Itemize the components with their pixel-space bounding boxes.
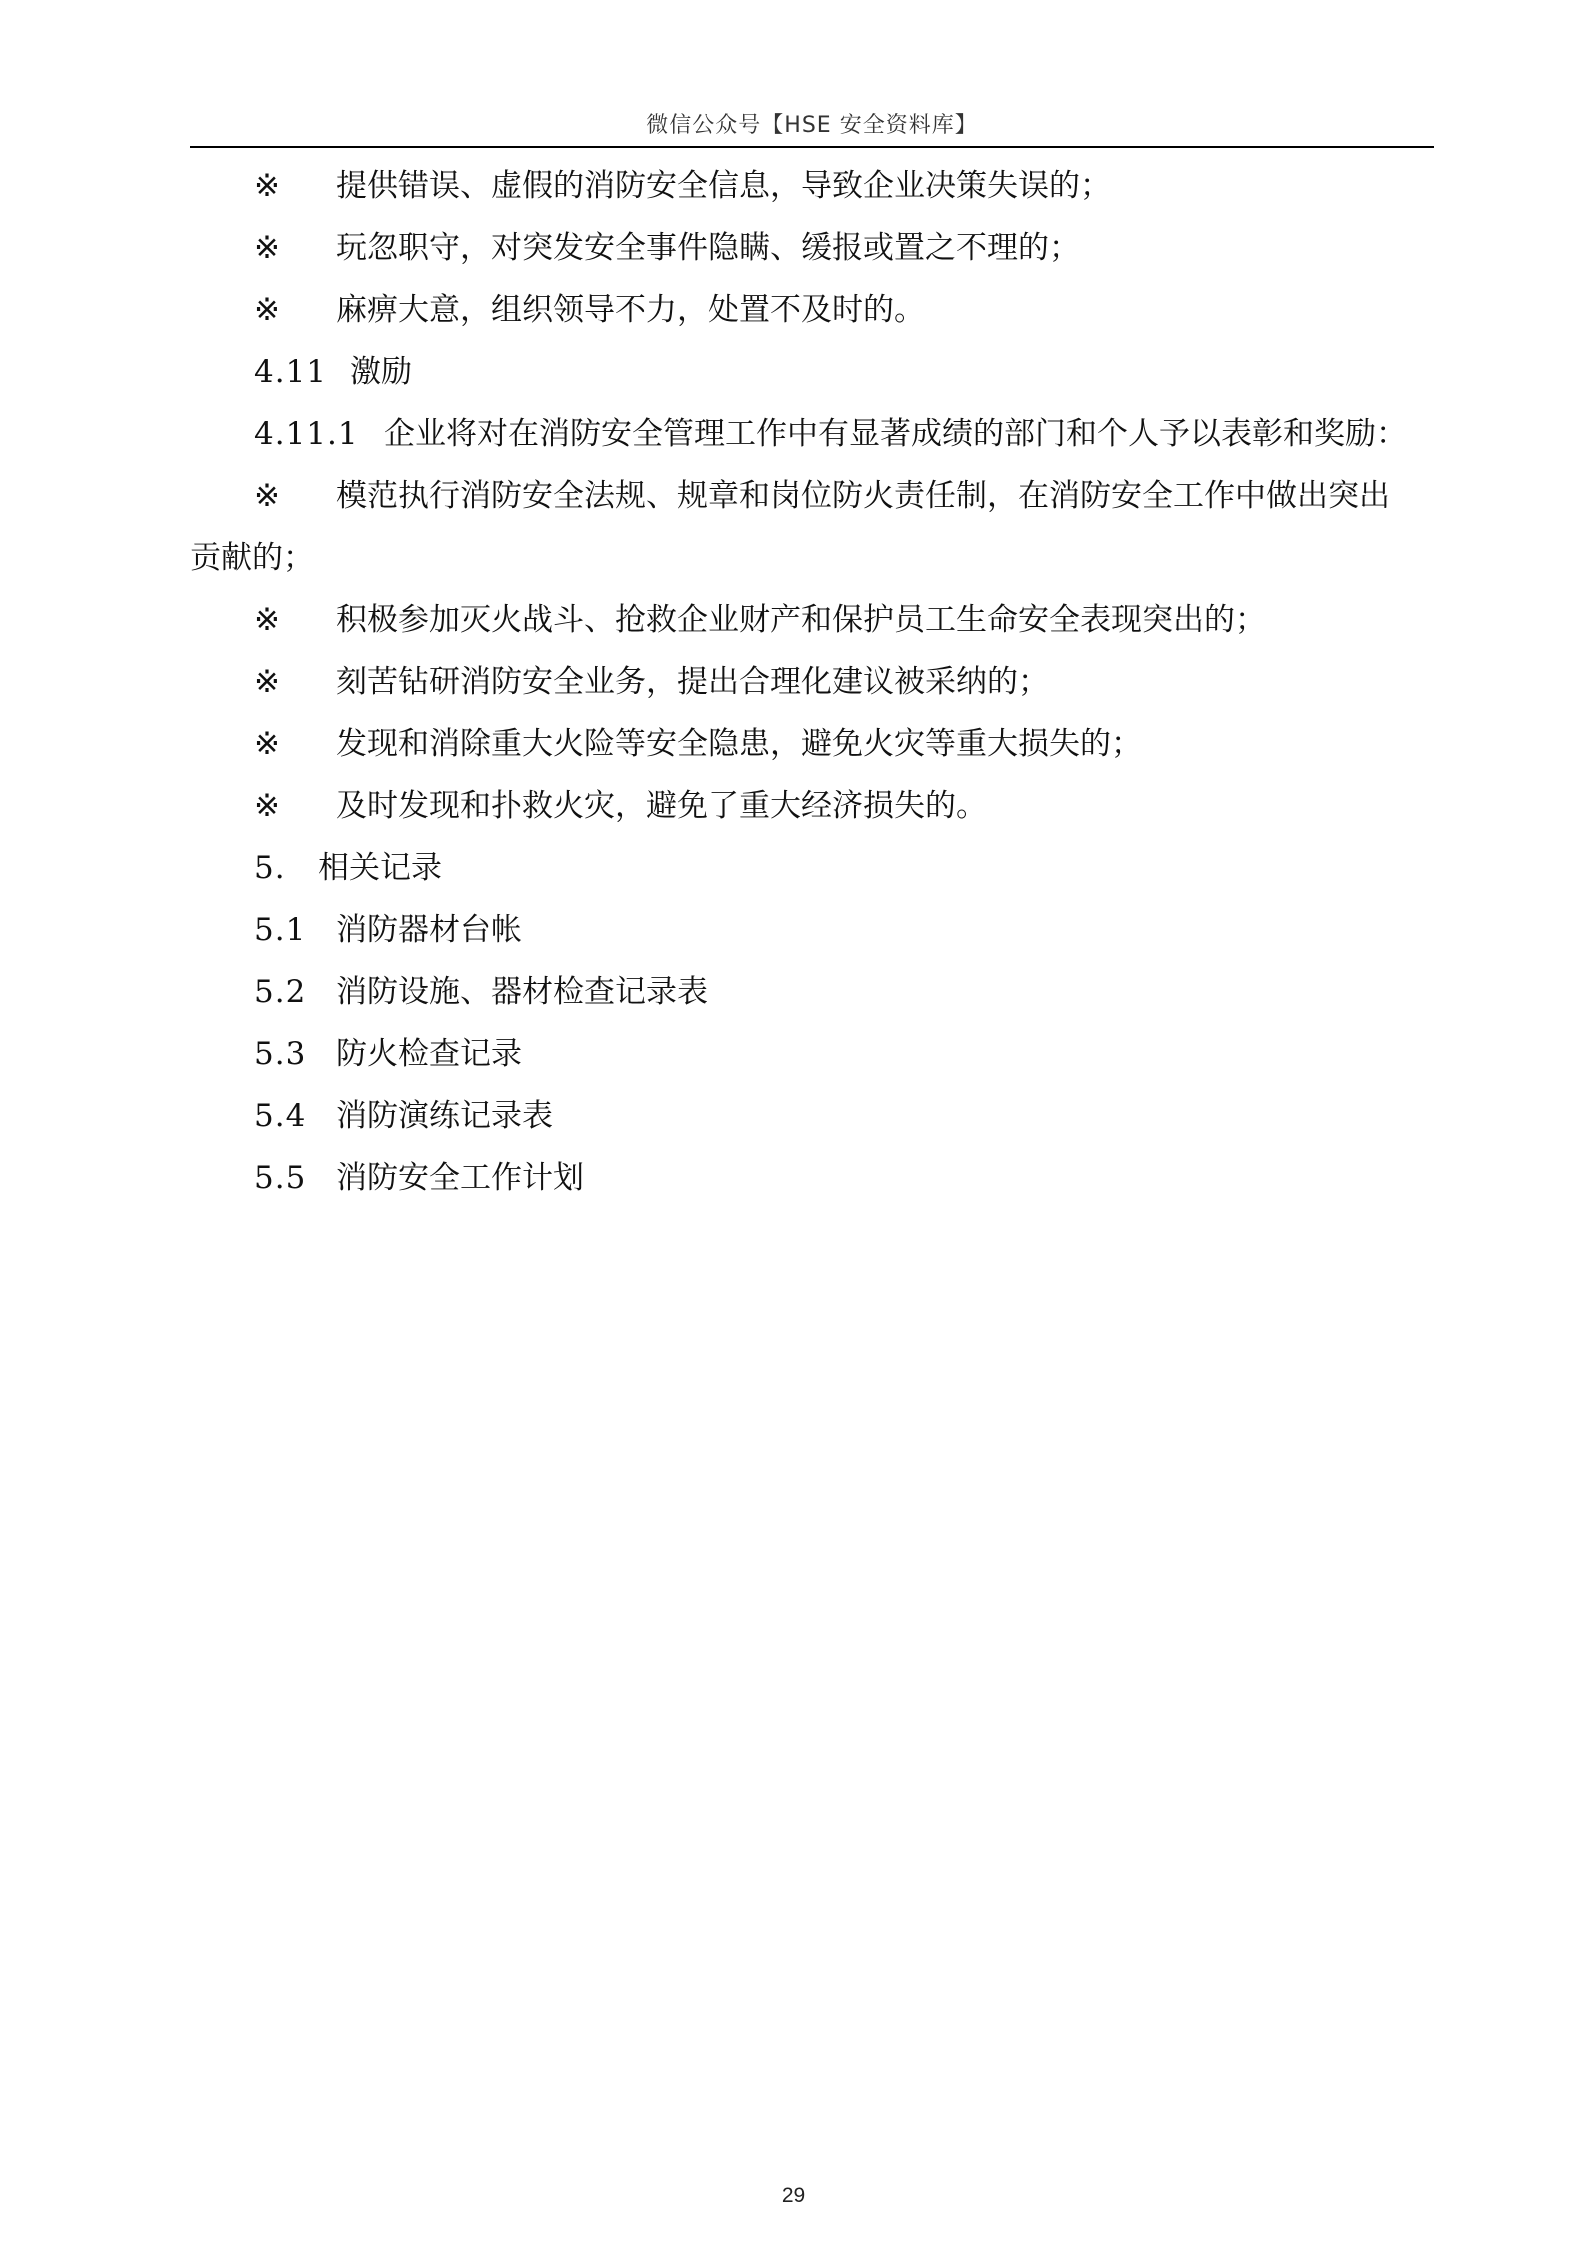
list-item-text: 及时发现和扑救火灾，避免了重大经济损失的。 xyxy=(336,788,987,824)
reference-mark-icon: ※ xyxy=(254,478,280,514)
list-item-text: 积极参加灭火战斗、抢救企业财产和保护员工生命安全表现突出的； xyxy=(336,602,1266,638)
section-title: 防火检查记录 xyxy=(336,1036,522,1072)
section-heading xyxy=(190,403,1434,465)
section-title: 激励 xyxy=(350,354,412,390)
list-item-continuation: 贡献的； xyxy=(190,540,314,576)
list-item-text: 刻苦钻研消防安全业务，提出合理化建议被采纳的； xyxy=(336,664,1049,700)
section-number: 5. xyxy=(254,850,286,886)
list-item xyxy=(190,651,1434,713)
section-number: 4.11 xyxy=(254,354,328,390)
list-item xyxy=(190,155,1434,217)
section-heading xyxy=(190,1085,1434,1147)
section-heading xyxy=(190,341,1434,403)
reference-mark-icon: ※ xyxy=(254,230,280,266)
section-number: 5.4 xyxy=(254,1098,307,1134)
list-item-text: 提供错误、虚假的消防安全信息，导致企业决策失误的； xyxy=(336,168,1111,204)
section-title: 消防器材台帐 xyxy=(336,912,522,948)
reference-mark-icon: ※ xyxy=(254,788,280,824)
section-title: 消防安全工作计划 xyxy=(336,1160,584,1196)
reference-mark-icon: ※ xyxy=(254,292,280,328)
page-body xyxy=(190,155,1434,1209)
list-item xyxy=(190,775,1434,837)
list-item xyxy=(190,713,1434,775)
section-number: 5.1 xyxy=(254,912,307,948)
section-heading xyxy=(190,899,1434,961)
section-title: 消防设施、器材检查记录表 xyxy=(336,974,708,1010)
section-number: 5.3 xyxy=(254,1036,307,1072)
reference-mark-icon: ※ xyxy=(254,168,280,204)
page-header: 微信公众号【HSE 安全资料库】 xyxy=(646,113,978,138)
list-item-text: 麻痹大意，组织领导不力，处置不及时的。 xyxy=(336,292,925,328)
section-title: 消防演练记录表 xyxy=(336,1098,553,1134)
section-number: 4.11.1 xyxy=(254,416,359,452)
section-heading xyxy=(190,961,1434,1023)
section-title: 企业将对在消防安全管理工作中有显著成绩的部门和个人予以表彰和奖励： xyxy=(384,416,1407,452)
section-title: 相关记录 xyxy=(318,850,442,886)
section-heading xyxy=(190,837,1434,899)
section-number: 5.5 xyxy=(254,1160,307,1196)
list-item xyxy=(190,465,1434,527)
list-item xyxy=(190,589,1434,651)
list-item-text: 玩忽职守，对突发安全事件隐瞒、缓报或置之不理的； xyxy=(336,230,1080,266)
reference-mark-icon: ※ xyxy=(254,664,280,700)
page-number: 29 xyxy=(781,2184,806,2207)
list-item-text: 发现和消除重大火险等安全隐患，避免火灾等重大损失的； xyxy=(336,726,1142,762)
reference-mark-icon: ※ xyxy=(254,726,280,762)
header-divider xyxy=(190,146,1434,148)
reference-mark-icon: ※ xyxy=(254,602,280,638)
section-heading xyxy=(190,1023,1434,1085)
list-item xyxy=(190,217,1434,279)
list-item xyxy=(190,279,1434,341)
section-number: 5.2 xyxy=(254,974,307,1010)
list-item-text: 模范执行消防安全法规、规章和岗位防火责任制，在消防安全工作中做出突出 xyxy=(336,478,1390,514)
section-heading xyxy=(190,1147,1434,1209)
